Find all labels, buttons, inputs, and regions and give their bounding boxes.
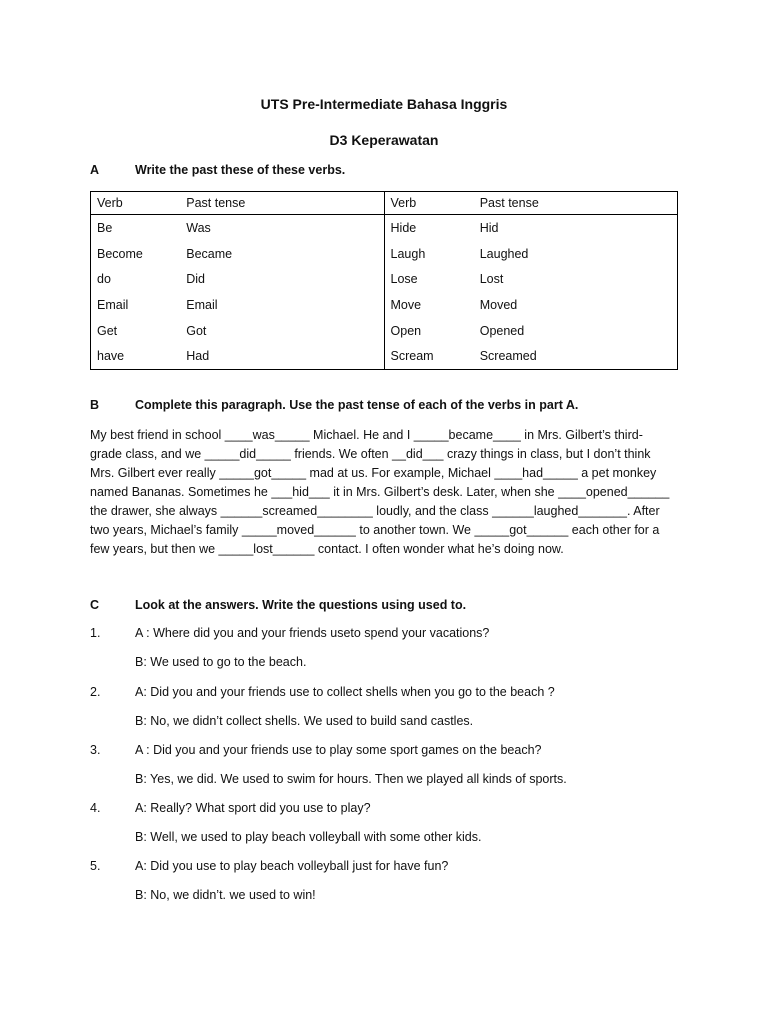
table-cell: have	[97, 349, 125, 364]
question-number: 2.	[90, 685, 101, 699]
answer-line: B: Well, we used to play beach volleyball with some other kids.	[135, 830, 482, 844]
table-cell: Hid	[479, 220, 499, 235]
section-b-instruction: Complete this paragraph. Use the past tense of each of the verbs in part A.	[135, 398, 579, 412]
question-line: A: Did you use to play beach volleyball just for have fun?	[135, 859, 449, 873]
question-number: 1.	[90, 626, 101, 640]
paragraph-line: two years, Michael’s family _____moved______ to another town. We _____got______ each other for a	[90, 523, 660, 537]
table-row	[91, 318, 678, 344]
table-row	[91, 292, 678, 318]
answer-line: B: No, we didn’t. we used to win!	[135, 888, 316, 902]
paragraph-line: named Bananas. Sometimes he ___hid___ it in Mrs. Gilbert’s desk. Later, when she ____opened______	[90, 485, 670, 499]
table-cell: Was	[180, 215, 384, 241]
table-cell: Become	[97, 246, 143, 261]
table-cell: Email	[97, 297, 129, 312]
table-row	[91, 241, 678, 267]
question-number: 3.	[90, 743, 101, 757]
table-cell: Became	[180, 241, 384, 267]
document-subtitle: D3 Keperawatan	[329, 132, 439, 148]
question-line: A: Did you and your friends use to collect shells when you go to the beach ?	[135, 685, 555, 699]
question-line: A : Did you and your friends use to play some sport games on the beach?	[135, 743, 542, 757]
question-line: A: Really? What sport did you use to play?	[135, 801, 371, 815]
paragraph-line: few years, but then we _____lost______ contact. I often wonder what he’s doing now.	[90, 542, 564, 556]
table-cell: Opened	[479, 323, 525, 338]
table-cell: Move	[390, 297, 422, 312]
table-cell: Hide	[390, 220, 417, 235]
paragraph-line: Mrs. Gilbert ever really _____got_____ mad at us. For example, Michael ____had_____ a pet monkey	[90, 466, 657, 480]
table-cell: do	[97, 272, 111, 287]
table-cell: Laugh	[390, 246, 426, 261]
section-b-letter: B	[90, 398, 100, 412]
table-header-row	[91, 192, 678, 215]
section-c-letter: C	[90, 598, 100, 612]
table-header-cell: Past tense	[474, 192, 678, 215]
table-cell: Screamed	[479, 349, 537, 364]
section-a-instruction: Write the past these of these verbs.	[135, 163, 346, 177]
table-cell: Open	[390, 323, 422, 338]
answer-line: B: No, we didn’t collect shells. We used to build sand castles.	[135, 714, 474, 728]
paragraph-line: grade class, and we _____did_____ friends. We often __did___ crazy things in class, but I don’t think	[90, 447, 651, 461]
table-header-cell: Verb	[384, 192, 474, 215]
document-title: UTS Pre-Intermediate Bahasa Inggris	[260, 96, 508, 112]
table-cell: Lose	[390, 272, 418, 287]
section-a-letter: A	[90, 163, 100, 177]
table-row	[91, 343, 678, 369]
table-cell: Be	[97, 220, 113, 235]
answer-line: B: Yes, we did. We used to swim for hours. Then we played all kinds of sports.	[135, 772, 567, 786]
table-cell: Had	[180, 343, 384, 369]
paragraph-line: the drawer, she always ______screamed________ loudly, and the class ______laughed_______. After	[90, 504, 660, 518]
table-cell: Scream	[390, 349, 434, 364]
question-number: 5.	[90, 859, 101, 873]
table-row	[91, 266, 678, 292]
answer-line: B: We used to go to the beach.	[135, 655, 307, 669]
table-cell: Get	[97, 323, 118, 338]
paragraph-line: My best friend in school ____was_____ Michael. He and I _____became____ in Mrs. Gilbert’s third-	[90, 428, 643, 442]
table-header-cell: Verb	[91, 192, 181, 215]
table-row	[91, 215, 678, 241]
verb-table	[90, 191, 678, 370]
paragraph	[90, 426, 682, 559]
table-cell: Did	[180, 266, 384, 292]
table-cell: Email	[180, 292, 384, 318]
table-cell: Lost	[479, 272, 504, 287]
table-cell: Laughed	[479, 246, 529, 261]
question-line: A : Where did you and your friends useto spend your vacations?	[135, 626, 490, 640]
table-header-cell: Past tense	[180, 192, 384, 215]
table-cell: Moved	[479, 297, 518, 312]
section-c-instruction: Look at the answers. Write the questions using used to.	[135, 598, 467, 612]
question-number: 4.	[90, 801, 101, 815]
table-cell: Got	[180, 318, 384, 344]
